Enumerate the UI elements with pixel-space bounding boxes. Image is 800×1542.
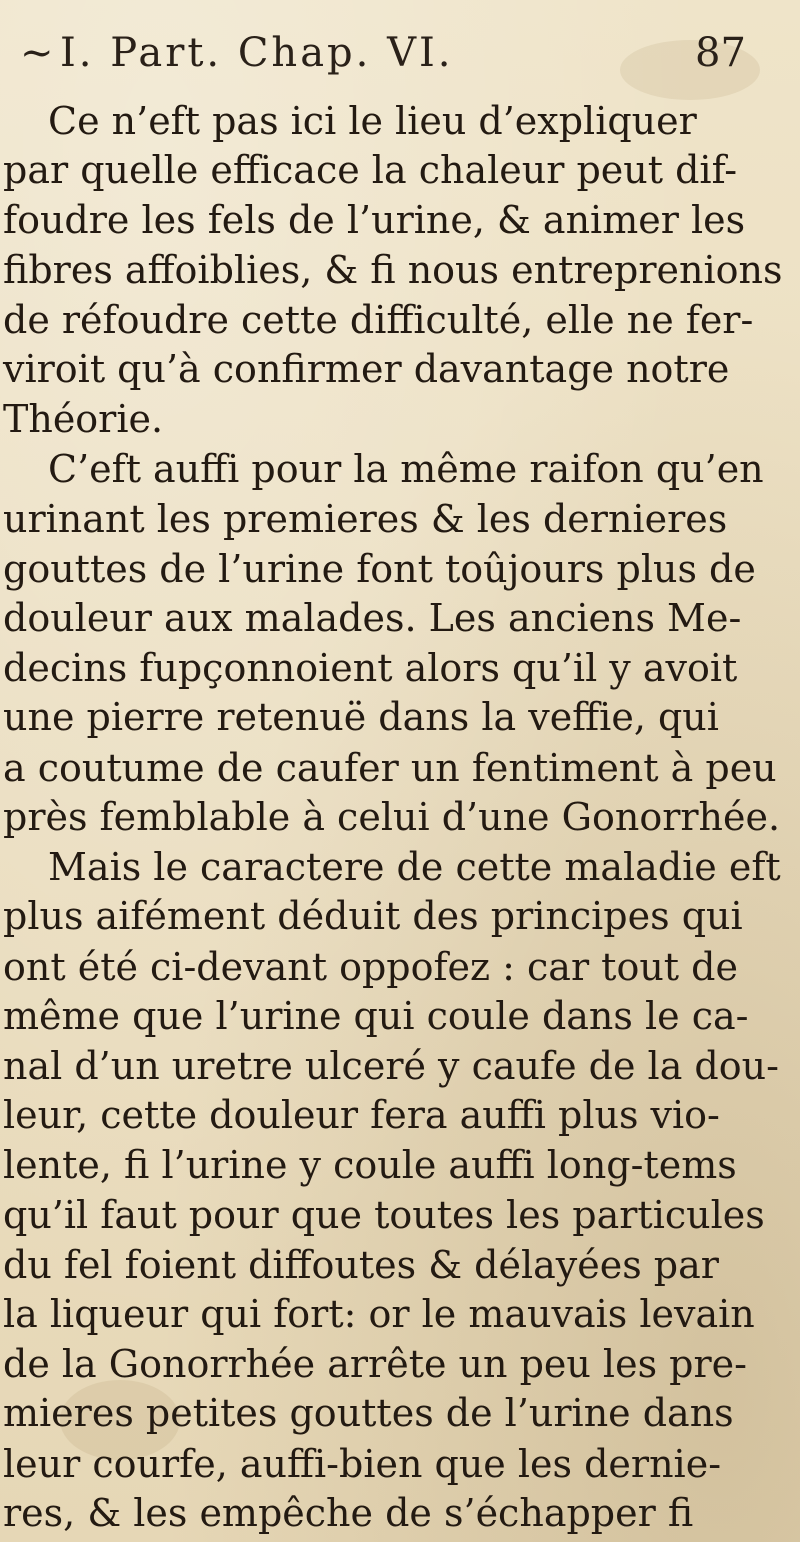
- text-line: foudre les fels de l’urine, & animer les: [3, 198, 746, 243]
- running-title: I. Part. Chap. VI.: [60, 30, 454, 76]
- text-line: Mais le caractere de cette maladie eft: [48, 845, 781, 890]
- text-line: urinant les premieres & les dernieres: [3, 496, 728, 541]
- text-line: decins fupçonnoient alors qu’il y avoit: [3, 646, 738, 691]
- text-line: fibres affoiblies, & fi nous entreprenions: [3, 247, 783, 292]
- text-line: Théorie.: [3, 397, 164, 442]
- text-line: ont été ci-devant oppofez : car tout de: [3, 944, 738, 989]
- text-line: qu’il faut pour que toutes les particules: [3, 1192, 765, 1237]
- text-line: par quelle efficace la chaleur peut dif-: [3, 148, 738, 193]
- text-line: mieres petites gouttes de l’urine dans: [3, 1391, 734, 1436]
- text-line: leur courfe, auffi-bien que les dernie-: [3, 1441, 722, 1486]
- text-line: de la Gonorrhée arrête un peu les pre-: [3, 1342, 747, 1387]
- text-line: Ce n’eft pas ici le lieu d’expliquer: [48, 99, 697, 143]
- text-line: douleur aux malades. Les anciens Me-: [3, 596, 742, 641]
- text-line: la liqueur qui fort: or le mauvais levain: [3, 1291, 755, 1336]
- text-line: du fel foient diffoutes & délayées par: [3, 1242, 719, 1287]
- text-line: lente, fi l’urine y coule auffi long-tems: [3, 1143, 737, 1188]
- text-line: gouttes de l’urine font toûjours plus de: [3, 546, 756, 591]
- text-line: leur, cette douleur fera auffi plus vio-: [3, 1093, 720, 1138]
- text-line: viroit qu’à confirmer davantage notre: [3, 347, 730, 392]
- text-line: nal d’un uretre ulceré y caufe de la dou-: [3, 1043, 779, 1088]
- text-line: C’eft auffi pour la même raifon qu’en: [48, 447, 764, 492]
- text-line: plus aifément déduit des principes qui: [3, 894, 743, 939]
- text-line: une pierre retenuë dans la veffie, qui: [3, 695, 719, 740]
- text-line: de réfoudre cette difficulté, elle ne fer-: [3, 297, 754, 342]
- text-line: res, & les empêche de s’échapper fi: [3, 1490, 694, 1535]
- page-number: 87: [695, 30, 746, 76]
- header-mark: ~: [20, 30, 55, 76]
- text-line: même que l’urine qui coule dans le ca-: [3, 993, 749, 1038]
- text-line: près femblable à celui d’une Gonorrhée.: [3, 794, 781, 839]
- text-line: a coutume de caufer un fentiment à peu: [3, 745, 777, 790]
